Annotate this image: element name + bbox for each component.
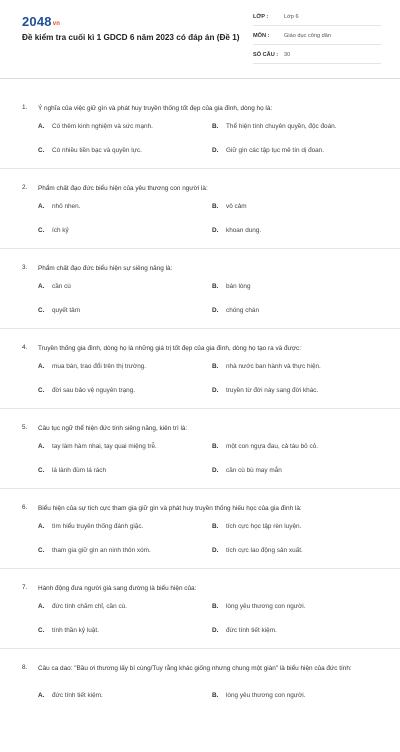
option-letter: D.	[212, 467, 219, 474]
question-item	[0, 424, 400, 504]
option-c[interactable]	[38, 307, 80, 314]
option-text: lá lành đùm lá rách	[52, 467, 106, 474]
question-list	[0, 104, 400, 752]
question-divider	[0, 648, 400, 649]
meta-label: MÔN :	[253, 33, 270, 39]
meta-value: Giáo dục công dân	[284, 33, 331, 39]
option-d[interactable]	[212, 307, 259, 314]
option-text: mua bán, trao đổi trên thị trường.	[52, 363, 147, 370]
meta-label: LỚP :	[253, 14, 269, 20]
option-text: tham gia giữ gìn an ninh thôn xóm.	[52, 547, 151, 554]
option-a[interactable]	[38, 692, 103, 699]
question-divider	[0, 568, 400, 569]
option-letter: C.	[38, 547, 45, 554]
option-letter: A.	[38, 443, 45, 450]
meta-label: SỐ CÂU :	[253, 52, 279, 58]
option-text: Giữ gìn các tập tục mê tín dị đoan.	[226, 147, 325, 154]
option-text: đức tính tiết kiệm.	[52, 692, 103, 699]
question-text: Phẩm chất đạo đức biểu hiện của yêu thương con người là:	[38, 185, 208, 192]
question-number: 8.	[22, 664, 28, 671]
option-letter: A.	[38, 363, 45, 370]
option-letter: B.	[212, 283, 219, 290]
option-letter: B.	[212, 603, 219, 610]
question-text: Biểu hiện của sự tích cực tham gia giữ gìn và phát huy truyền thống hiếu học của gia đình là:	[38, 505, 302, 512]
option-a[interactable]	[38, 363, 146, 370]
option-letter: A.	[38, 203, 45, 210]
question-text: Hành động đưa người già sang đường là biểu hiện của:	[38, 585, 197, 592]
question-text: Phẩm chất đạo đức biểu hiện sự siêng năng là:	[38, 265, 173, 272]
option-letter: C.	[38, 227, 45, 234]
meta-value: 30	[284, 52, 291, 58]
option-text: chóng chán	[226, 307, 260, 314]
option-letter: A.	[38, 283, 45, 290]
option-text: lòng yêu thương con người.	[226, 603, 306, 610]
question-number: 4.	[22, 344, 28, 351]
option-d[interactable]	[212, 387, 318, 394]
option-text: ích kỷ	[52, 227, 69, 234]
option-d[interactable]	[212, 467, 282, 474]
option-c[interactable]	[38, 627, 99, 634]
option-text: tính thần kỷ luật.	[52, 627, 99, 634]
option-text: khoan dung.	[226, 227, 262, 234]
question-divider	[0, 488, 400, 489]
option-c[interactable]	[38, 227, 69, 234]
option-text: cần cù bù may mắn	[226, 467, 282, 474]
option-b[interactable]	[212, 443, 318, 450]
option-a[interactable]	[38, 283, 71, 290]
option-b[interactable]	[212, 523, 301, 530]
option-letter: D.	[212, 227, 219, 234]
meta-row-subject	[253, 32, 381, 45]
option-text: tay làm hàm nhai, tay quai miệng trễ.	[52, 443, 157, 450]
option-a[interactable]	[38, 523, 143, 530]
option-letter: B.	[212, 203, 219, 210]
site-logo[interactable]	[22, 14, 60, 29]
question-text: Câu tục ngữ thể hiện đức tính siêng năng, kiên trì là:	[38, 425, 188, 432]
option-letter: A.	[38, 692, 45, 699]
option-a[interactable]	[38, 123, 153, 130]
question-number: 7.	[22, 584, 28, 591]
option-b[interactable]	[212, 203, 247, 210]
question-text: Câu ca dao: "Bầu ơi thương lấy bí cùng/Tuy rằng khác giống nhưng chung một giàn" là biểu hiện của đức tính:	[38, 665, 352, 672]
page-title: Đề kiểm tra cuối kì 1 GDCD 6 năm 2023 có đáp án (Đề 1)	[22, 33, 240, 42]
question-item	[0, 264, 400, 344]
logo-suffix: vn	[52, 21, 61, 27]
option-text: một con ngựa đau, cả tàu bỏ cỏ.	[226, 443, 319, 450]
option-text: truyền từ đời này sang đời khác.	[226, 387, 319, 394]
question-divider	[0, 248, 400, 249]
option-c[interactable]	[38, 387, 135, 394]
option-b[interactable]	[212, 603, 305, 610]
option-d[interactable]	[212, 627, 277, 634]
meta-row-class	[253, 13, 381, 26]
exam-meta	[253, 13, 381, 70]
option-c[interactable]	[38, 467, 106, 474]
option-letter: B.	[212, 692, 219, 699]
option-text: tìm hiểu truyền thống đánh giặc.	[52, 523, 144, 530]
option-a[interactable]	[38, 603, 127, 610]
option-letter: C.	[38, 307, 45, 314]
header-divider	[0, 78, 400, 79]
exam-header	[0, 0, 400, 70]
option-text: Thể hiện tính chuyên quyền, độc đoán.	[226, 123, 337, 130]
question-number: 5.	[22, 424, 28, 431]
question-number: 2.	[22, 184, 28, 191]
option-letter: A.	[38, 523, 45, 530]
option-letter: A.	[38, 603, 45, 610]
question-text: Ý nghĩa của việc giữ gìn và phát huy truyền thống tốt đẹp của gia đình, dòng họ là:	[38, 105, 273, 112]
option-letter: C.	[38, 467, 45, 474]
option-text: lòng yêu thương con người.	[226, 692, 306, 699]
option-text: Có thêm kinh nghiệm và sức mạnh.	[52, 123, 153, 130]
option-letter: B.	[212, 123, 219, 130]
option-letter: B.	[212, 523, 219, 530]
question-text: Truyền thống gia đình, dòng họ là những giá trị tốt đẹp của gia đình, dòng họ tạo ra và được:	[38, 345, 301, 352]
option-text: cần cù	[52, 283, 71, 290]
option-a[interactable]	[38, 443, 157, 450]
option-text: vô cảm	[226, 203, 247, 210]
option-d[interactable]	[212, 547, 303, 554]
question-item	[0, 104, 400, 184]
meta-value: Lớp 6	[284, 14, 299, 20]
option-letter: D.	[212, 147, 219, 154]
option-b[interactable]	[212, 363, 321, 370]
option-d[interactable]	[212, 147, 324, 154]
option-b[interactable]	[212, 692, 305, 699]
question-item	[0, 184, 400, 264]
question-divider	[0, 408, 400, 409]
question-item	[0, 584, 400, 664]
option-text: Có nhiều tiền bạc và quyền lực.	[52, 147, 142, 154]
question-number: 6.	[22, 504, 28, 511]
option-text: tích cực học tập rèn luyện.	[226, 523, 302, 530]
option-letter: D.	[212, 627, 219, 634]
option-text: bán lòng	[226, 283, 251, 290]
option-letter: B.	[212, 363, 219, 370]
option-c[interactable]	[38, 547, 151, 554]
option-text: tích cực lao động sản xuất.	[226, 547, 303, 554]
option-letter: C.	[38, 627, 45, 634]
option-b[interactable]	[212, 123, 337, 130]
question-item	[0, 504, 400, 584]
logo-text: 2048	[22, 14, 52, 29]
option-b[interactable]	[212, 283, 251, 290]
option-letter: A.	[38, 123, 45, 130]
option-c[interactable]	[38, 147, 142, 154]
option-text: nhà nước ban hành và thực hiện.	[226, 363, 321, 370]
option-text: quyết tâm	[52, 307, 81, 314]
option-text: đời sau bảo vệ nguyên trạng.	[52, 387, 136, 394]
option-letter: D.	[212, 307, 219, 314]
option-letter: C.	[38, 147, 45, 154]
option-text: đức tính tiết kiệm.	[226, 627, 277, 634]
question-number: 1.	[22, 104, 28, 111]
option-letter: B.	[212, 443, 219, 450]
option-letter: C.	[38, 387, 45, 394]
question-item	[0, 664, 400, 752]
option-letter: D.	[212, 547, 219, 554]
question-item	[0, 344, 400, 424]
option-text: đức tính chăm chỉ, cần cù.	[52, 603, 127, 610]
meta-row-count	[253, 51, 381, 64]
option-d[interactable]	[212, 227, 261, 234]
option-a[interactable]	[38, 203, 80, 210]
question-divider	[0, 168, 400, 169]
question-divider	[0, 328, 400, 329]
option-letter: D.	[212, 387, 219, 394]
question-number: 3.	[22, 264, 28, 271]
option-text: nhỏ nhen.	[52, 203, 81, 210]
